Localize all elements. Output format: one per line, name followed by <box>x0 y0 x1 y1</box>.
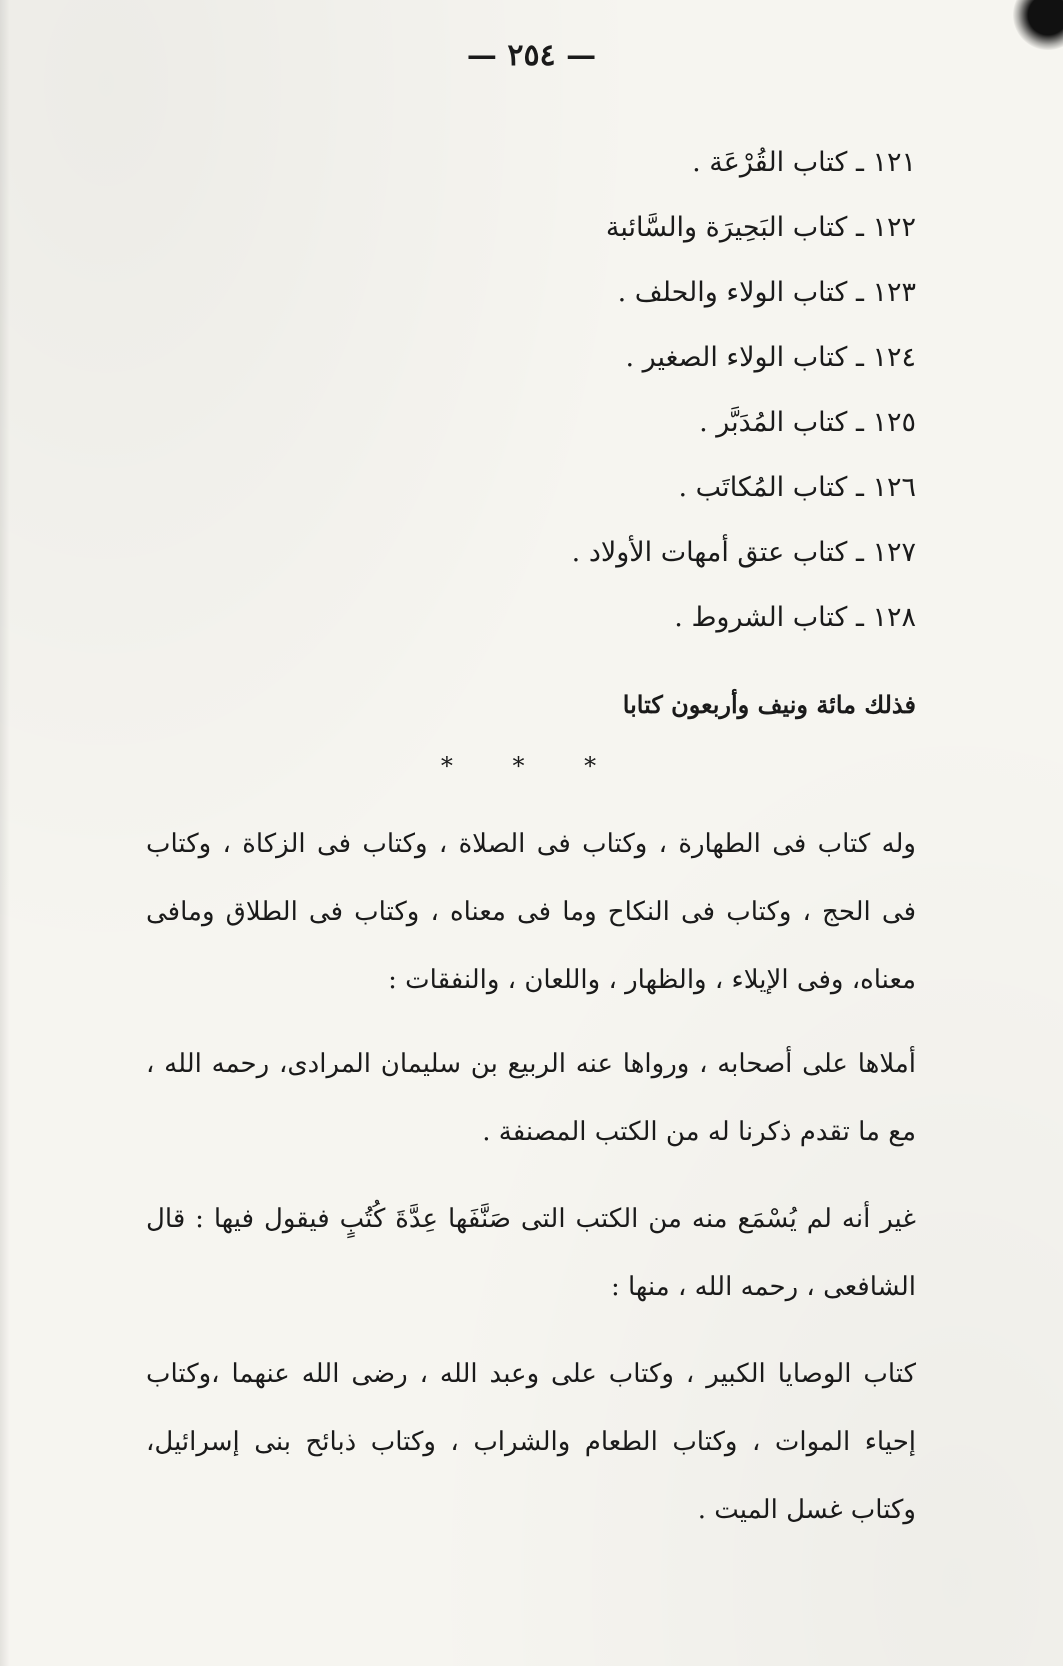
list-item: ١٢٦ ـ كتاب المُكاتَب . <box>678 472 916 503</box>
page-number: — ٢٥٤ — <box>466 38 597 73</box>
page-edge-shadow <box>0 0 10 1666</box>
paragraph: كتاب الوصايا الكبير ، وكتاب على وعبد الله ، رضى الله عنهما ،وكتاب إحياء الموات ، وكتاب الطعام والشراب ، وكتاب ذبائح بنى إسرائيل، وكتاب غسل الميت . <box>146 1359 916 1525</box>
list-item: ١٢٤ ـ كتاب الولاء الصغير . <box>625 342 916 373</box>
section-divider-stars: * * * <box>440 752 623 780</box>
list-item: ١٢٣ ـ كتاب الولاء والحلف . <box>617 277 916 308</box>
list-item: ١٢١ ـ كتاب القُرْعَة . <box>692 147 916 178</box>
paragraph: أملاها على أصحابه ، ورواها عنه الربيع بن سليمان المرادى، رحمه الله ، مع ما تقدم ذكرنا له من الكتب المصنفة . <box>146 1049 916 1147</box>
list-item: ١٢٢ ـ كتاب البَحِيرَة والسَّائبة <box>605 212 916 243</box>
list-item: ١٢٥ ـ كتاب المُدَبَّر . <box>699 407 916 438</box>
paragraph: غير أنه لم يُسْمَع منه من الكتب التى صَنَّفَها عِدَّةَ كُتُبٍ فيقول فيها : قال الشافعى ، رحمه الله ، منها : <box>146 1204 916 1302</box>
book-list <box>416 130 916 650</box>
list-item: ١٢٧ ـ كتاب عتق أمهات الأولاد . <box>571 537 916 568</box>
list-item: ١٢٨ ـ كتاب الشروط . <box>674 602 916 633</box>
summary-heading: فذلك مائة ونيف وأربعون كتابا <box>622 690 916 719</box>
paragraph: وله كتاب فى الطهارة ، وكتاب فى الصلاة ، وكتاب فى الزكاة ، وكتاب فى الحج ، وكتاب فى النكاح وما فى معناه ، وكتاب فى الطلاق ومافى معناه، وفى الإيلاء ، والظهار ، واللعان ، والنفقات : <box>146 829 917 995</box>
